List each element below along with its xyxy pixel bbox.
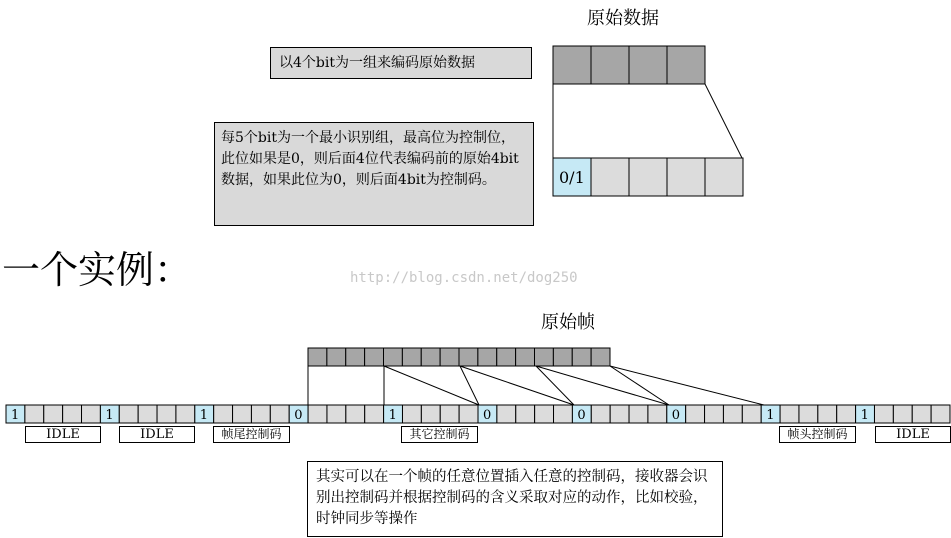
frame-data-cell: [874, 405, 893, 423]
frame-data-cell: [157, 405, 176, 423]
frame-data-cell: [402, 405, 421, 423]
raw-bit-cell: [591, 46, 629, 84]
frame-data-cell: [893, 405, 912, 423]
raw-bit-cell: [629, 46, 667, 84]
frame-data-cell: [705, 405, 724, 423]
control-bit-label: 0/1: [559, 168, 585, 187]
frame-control-bit: 0: [577, 408, 586, 423]
frame-data-cell: [327, 405, 346, 423]
frame-data-cell: [780, 405, 799, 423]
frame-data-cell: [176, 405, 195, 423]
watermark: http://blog.csdn.net/dog250: [350, 270, 578, 286]
example-note-text: 其实可以在一个帧的任意位置插入任意的控制码，接收器会识别出控制码并根据控制码的含义采取对应的动作，比如校验，时钟同步等操作: [316, 469, 708, 527]
frame-data-cell: [82, 405, 101, 423]
example-heading: 一个实例：: [2, 248, 193, 292]
frame-connectors: [308, 366, 764, 405]
raw-frame-cell: [478, 348, 497, 366]
frame-control-bit: 0: [671, 408, 681, 423]
raw-frame-cell: [308, 348, 327, 366]
raw-frame-cell: [327, 348, 346, 366]
encoded-bit-cell: [629, 158, 667, 196]
frame-control-bit: 1: [860, 408, 869, 423]
frame-data-cell: [799, 405, 818, 423]
raw-frame-cell: [516, 348, 535, 366]
raw-bit-cell: [553, 46, 591, 84]
frame-data-cell: [648, 405, 667, 423]
encoded-frame: [6, 405, 950, 423]
label-frame-tail: 帧尾控制码: [213, 426, 290, 443]
expand-line-right: [705, 84, 742, 158]
raw-frame-cell: [421, 348, 440, 366]
raw-bit-cell: [667, 46, 705, 84]
raw-frame-cell: [402, 348, 421, 366]
frame-data-cell: [63, 405, 82, 423]
frame-data-cell: [308, 405, 327, 423]
frame-data-cell: [723, 405, 742, 423]
frame-data-cell: [931, 405, 950, 423]
frame-data-cell: [591, 405, 610, 423]
frame-data-cell: [25, 405, 44, 423]
raw-data-title: 原始数据: [587, 8, 659, 29]
frame-data-cell: [233, 405, 252, 423]
raw-frame-cell: [572, 348, 591, 366]
label-idle-2: IDLE: [119, 426, 195, 443]
raw-bit-group: [553, 46, 705, 84]
raw-frame: [308, 348, 610, 366]
frame-data-cell: [535, 405, 554, 423]
frame-data-cell: [610, 405, 629, 423]
frame-control-bit: 1: [11, 408, 20, 423]
frame-data-cell: [516, 405, 535, 423]
label-other-control: 其它控制码: [401, 426, 478, 443]
frame-data-cell: [138, 405, 157, 423]
group-note-text: 以4个bit为一组来编码原始数据: [279, 55, 475, 71]
frame-data-cell: [119, 405, 138, 423]
encoded-bit-cell: [705, 158, 743, 196]
label-frame-head: 帧头控制码: [779, 426, 856, 443]
frame-data-cell: [686, 405, 705, 423]
id-group-note-text: 每5个bit为一个最小识别组，最高位为控制位，此位如果是0，则后面4位代表编码前的原始4bit数据，如果此位为0，则后面4bit为控制码。: [221, 130, 519, 188]
encoded-bit-cell: [667, 158, 705, 196]
encoded-bit-cell: [591, 158, 629, 196]
frame-data-cell: [421, 405, 440, 423]
frame-data-cell: [251, 405, 270, 423]
frame-data-cell: [214, 405, 233, 423]
example-note-box: [307, 461, 723, 537]
label-idle-3: IDLE: [875, 426, 951, 443]
frame-control-bit: 0: [483, 408, 492, 423]
raw-frame-cell: [535, 348, 554, 366]
label-idle-1: IDLE: [25, 426, 101, 443]
raw-frame-cell: [346, 348, 365, 366]
raw-frame-cell: [553, 348, 572, 366]
frame-data-cell: [629, 405, 648, 423]
frame-data-cell: [554, 405, 573, 423]
frame-data-cell: [912, 405, 931, 423]
raw-frame-cell: [384, 348, 403, 366]
frame-control-bit: 1: [105, 408, 114, 423]
frame-control-bit: 1: [388, 408, 397, 423]
raw-frame-cell: [440, 348, 459, 366]
raw-frame-cell: [497, 348, 516, 366]
raw-frame-cell: [365, 348, 384, 366]
frame-control-bit: 1: [199, 408, 209, 423]
frame-data-cell: [44, 405, 63, 423]
frame-data-cell: [346, 405, 365, 423]
frame-data-cell: [497, 405, 516, 423]
frame-control-bit: 1: [766, 408, 775, 423]
frame-data-cell: [837, 405, 856, 423]
frame-data-cell: [365, 405, 384, 423]
frame-data-cell: [742, 405, 761, 423]
raw-frame-cell: [591, 348, 610, 366]
frame-data-cell: [440, 405, 459, 423]
frame-data-cell: [459, 405, 478, 423]
raw-frame-cell: [459, 348, 478, 366]
frame-control-bit: 0: [294, 408, 303, 423]
raw-frame-title: 原始帧: [541, 312, 595, 333]
frame-data-cell: [270, 405, 289, 423]
frame-data-cell: [818, 405, 837, 423]
